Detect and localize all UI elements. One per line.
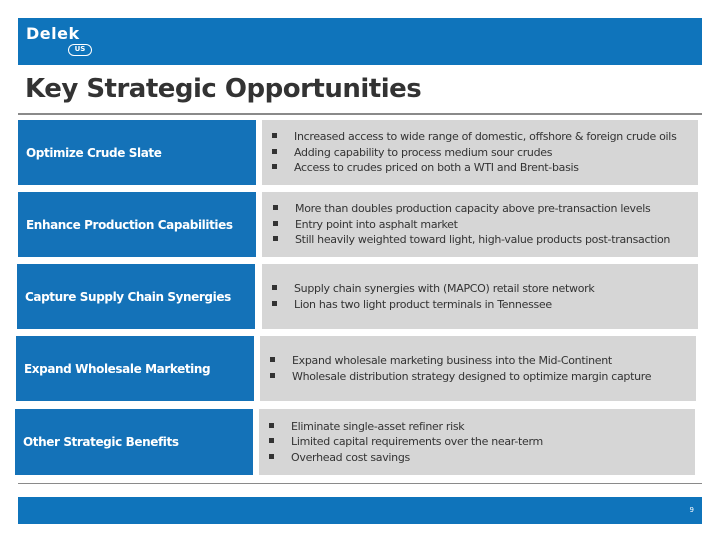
- logo-wordmark: Delek: [26, 24, 80, 43]
- bullet-text: Lion has two light product terminals in Tennessee: [294, 297, 552, 311]
- bullet-item: [272, 281, 698, 297]
- footer-bar: [18, 497, 702, 524]
- square-bullet-icon: [269, 423, 274, 428]
- bullet-item: [269, 434, 695, 450]
- square-bullet-icon: [269, 454, 274, 459]
- opportunity-label: Enhance Production Capabilities: [18, 192, 256, 257]
- square-bullet-icon: [272, 301, 277, 306]
- square-bullet-icon: [272, 133, 277, 138]
- bullet-item: [269, 419, 695, 435]
- square-bullet-icon: [270, 357, 275, 362]
- bullet-text: Eliminate single-asset refiner risk: [291, 419, 465, 433]
- header-bar: [18, 18, 702, 65]
- square-bullet-icon: [272, 164, 277, 169]
- square-bullet-icon: [273, 221, 278, 226]
- bullet-text: Still heavily weighted toward light, high-value products post-transaction: [295, 233, 671, 247]
- bullet-item: [270, 353, 696, 369]
- page-number: 9: [689, 506, 694, 514]
- page-title: Key Strategic Opportunities: [25, 74, 422, 104]
- square-bullet-icon: [270, 373, 275, 378]
- bullet-text: Limited capital requirements over the near-term: [291, 435, 543, 449]
- bullet-item: [272, 129, 698, 145]
- opportunity-details: [262, 120, 698, 185]
- bullet-text: Access to crudes priced on both a WTI and Brent-basis: [294, 161, 579, 175]
- bullet-item: [272, 145, 698, 161]
- bullet-text: Adding capability to process medium sour crudes: [294, 145, 553, 159]
- square-bullet-icon: [273, 205, 278, 210]
- square-bullet-icon: [272, 149, 277, 154]
- opportunity-label: Other Strategic Benefits: [15, 409, 253, 475]
- bullet-text: Expand wholesale marketing business into the Mid-Continent: [292, 354, 612, 367]
- opportunity-label: Expand Wholesale Marketing: [16, 336, 254, 401]
- bullet-item: [272, 297, 698, 313]
- bullet-text: Overhead cost savings: [291, 450, 410, 464]
- bullet-item: [273, 217, 698, 233]
- title-divider: [18, 113, 702, 115]
- bullet-text: Supply chain synergies with (MAPCO) retail store network: [294, 282, 595, 295]
- bullet-text: Wholesale distribution strategy designed to optimize margin capture: [292, 369, 652, 383]
- bullet-item: [273, 201, 698, 217]
- footer-divider: [18, 483, 702, 484]
- bullet-item: [270, 369, 696, 385]
- bullet-text: More than doubles production capacity above pre-transaction levels: [295, 202, 651, 216]
- bullet-text: Entry point into asphalt market: [295, 217, 458, 231]
- delek-us-logo: [26, 24, 106, 60]
- bullet-text: Increased access to wide range of domestic, offshore & foreign crude oils: [294, 130, 677, 144]
- opportunity-details: [262, 192, 698, 257]
- bullet-item: [269, 450, 695, 466]
- opportunity-label: Optimize Crude Slate: [18, 120, 256, 185]
- bullet-item: [272, 160, 698, 176]
- square-bullet-icon: [272, 285, 277, 290]
- square-bullet-icon: [273, 236, 278, 241]
- logo-badge: US: [68, 44, 92, 56]
- opportunity-details: [259, 409, 695, 475]
- bullet-item: [273, 232, 698, 248]
- opportunity-label: Capture Supply Chain Synergies: [17, 264, 255, 329]
- square-bullet-icon: [269, 438, 274, 443]
- opportunity-details: [262, 264, 698, 329]
- opportunity-details: [260, 336, 696, 401]
